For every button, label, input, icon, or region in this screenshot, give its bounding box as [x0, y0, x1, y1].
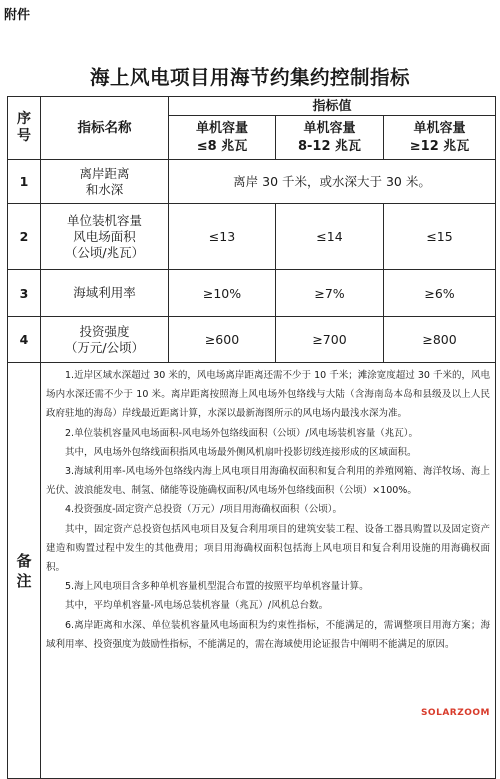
- watermark-logo: SOLARZOOM: [420, 708, 490, 718]
- header-col-3-line-1: 单机容量: [413, 120, 466, 136]
- note-paragraph: 6.离岸距离和水深、单位装机容量风电场面积为约束性指标，不能满足的，需调整项目用海方案；海域利用率、投资强度为鼓励性指标，不能满足的，需在海域使用论证报告中阐明不能满足的原因。: [46, 619, 491, 650]
- header-col-1-line-2: ≤8 兆瓦: [196, 138, 248, 154]
- row-name: [41, 317, 169, 363]
- row-name-line: 投资强度: [79, 323, 130, 339]
- row-seq: 3: [8, 270, 41, 317]
- row-value-col-3: ≥6%: [384, 270, 496, 317]
- row-seq: 4: [8, 317, 41, 363]
- header-value-group-text: 指标值: [312, 99, 352, 114]
- row-name-line: 离岸距离: [79, 165, 130, 181]
- table-row: [8, 204, 496, 270]
- row-seq: 2: [8, 204, 41, 270]
- note-paragraph: 5.海上风电项目含多种单机容量机型混合布置的按照平均单机容量计算。: [65, 581, 369, 593]
- row-value-col-1: ≤13: [169, 204, 276, 270]
- note-paragraph: 其中，风电场外包络线面积指风电场最外侧风机扇叶投影切线连接形成的区域面积。: [65, 446, 417, 458]
- header-col-2-line-2: 8-12 兆瓦: [297, 138, 362, 154]
- header-col-2-line-1: 单机容量: [303, 120, 356, 136]
- row-name-line: （公顷/兆瓦）: [64, 244, 145, 260]
- header-value-group: [169, 97, 496, 116]
- note-paragraph: 2.单位装机容量风电场面积-风电场外包络线面积（公顷）/风电场装机容量（兆瓦）。: [65, 427, 418, 439]
- row-name: [41, 204, 169, 270]
- header-col-1-line-1: 单机容量: [195, 120, 248, 136]
- row-name-line: （万元/公顷）: [64, 339, 145, 355]
- row-name-line: 和水深: [85, 181, 124, 197]
- row-value-col-2: ≥700: [276, 317, 384, 363]
- header-col-2: [276, 116, 384, 160]
- attachment-label: 附件: [4, 8, 31, 23]
- table-row: [8, 160, 496, 204]
- header-name-text: 指标名称: [77, 120, 132, 136]
- row-value-col-2: ≤14: [276, 204, 384, 270]
- row-value-col-3: ≥800: [384, 317, 496, 363]
- indicator-table: [7, 96, 496, 779]
- header-col-1: [169, 116, 276, 160]
- row-name-line: 海域利用率: [73, 285, 136, 300]
- note-paragraph: 4.投资强度-固定资产总投资（万元）/项目用海确权面积（公顷）。: [65, 504, 342, 516]
- row-seq: 1: [8, 160, 41, 204]
- note-paragraph: 其中，固定资产总投资包括风电项目及复合利用项目的建筑安装工程、设备工器具购置以及固定资产建造和购置过程中发生的其他费用；项目用海确权面积包括海上风电项目和复合利用设施的用海确权面积。: [46, 523, 491, 574]
- row-value-col-3: ≤15: [384, 204, 496, 270]
- row-value-col-2: ≥7%: [276, 270, 384, 317]
- table-row: [8, 270, 496, 317]
- note-paragraph: 1.近岸区域水深超过 30 米的，风电场离岸距离还需不少于 10 千米；滩涂宽度超过 30 千米的，风电场内水深还需不少于 10 米。离岸距离按照海上风电场外包络线与大陆（含海南岛本岛和县级及以上人民政府驻地的海岛）岸线最近距离计算，水深以最新海图所示的风电场内最浅水深为准。: [46, 370, 491, 420]
- table-row: [8, 317, 496, 363]
- note-paragraph: 其中，平均单机容量-风电场总装机容量（兆瓦）/风机总台数。: [65, 600, 329, 612]
- header-seq: [8, 97, 41, 160]
- notes-label-text: 备注: [16, 551, 32, 590]
- header-col-3-line-2: ≥12 兆瓦: [409, 138, 470, 154]
- row-value-col-1: ≥600: [169, 317, 276, 363]
- document-title: 海上风电项目用海节约集约控制指标: [89, 66, 410, 89]
- row-merged-value: 离岸 30 千米，或水深大于 30 米。: [169, 160, 496, 204]
- header-col-3: [384, 116, 496, 160]
- notes-label: [8, 363, 41, 779]
- row-name-line: 风电场面积: [73, 228, 136, 244]
- row-name-line: 单位装机容量: [66, 212, 142, 228]
- note-paragraph: 3.海域利用率-风电场外包络线内海上风电项目用海确权面积和复合利用的养殖网箱、海洋牧场、海上光伏、波浪能发电、制氢、储能等设施确权面积/风电场外包络线面积（公顷）×100%。: [46, 466, 491, 497]
- row-name: [41, 160, 169, 204]
- row-value-col-1: ≥10%: [169, 270, 276, 317]
- row-name: [41, 270, 169, 317]
- header-name: [41, 97, 169, 160]
- header-seq-text: 序号: [17, 111, 31, 144]
